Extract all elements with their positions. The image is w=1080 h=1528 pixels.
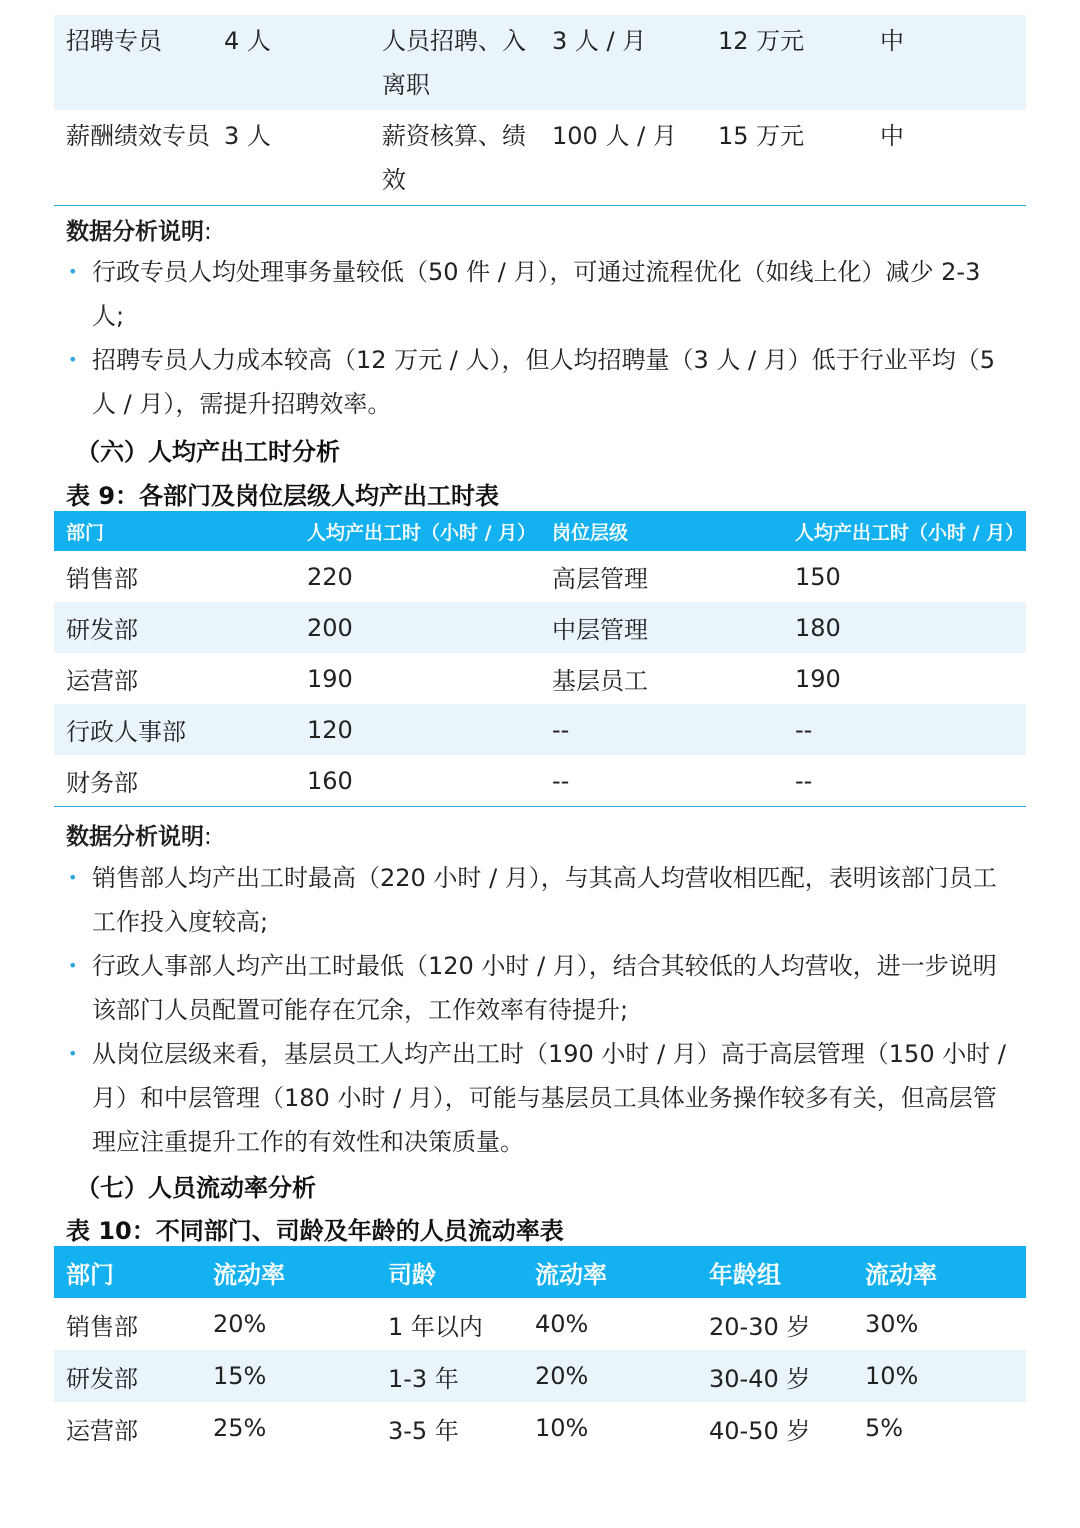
table-row <box>54 1298 1026 1350</box>
bullet-icon: • <box>68 1044 78 1063</box>
table-cell: 220 <box>307 562 353 591</box>
table-cell: 20-30 岁 <box>709 1312 811 1341</box>
table-cell: 120 <box>295 704 540 755</box>
table-cell: 15% <box>201 1350 376 1402</box>
table-cell: 10% <box>535 1414 589 1442</box>
table-row <box>54 755 1026 807</box>
table-cell: 4 人 <box>212 15 370 110</box>
table-cell: 研发部 <box>54 602 295 653</box>
note-title-text: 数据分析说明 <box>66 824 204 850</box>
table-cell: 200 <box>295 602 540 653</box>
note-title-text: 数据分析说明 <box>66 219 204 245</box>
table-cell: 1-3 年 <box>376 1350 523 1402</box>
table-cell: 3-5 年 <box>388 1416 459 1445</box>
section-heading: （六）人均产出工时分析 <box>76 438 340 466</box>
table-header: 流动率 <box>201 1246 376 1298</box>
section-heading: （七）人员流动率分析 <box>76 1174 316 1202</box>
table-cell: 40-50 岁 <box>709 1416 811 1445</box>
table-cell: 190 <box>795 664 841 693</box>
table-row <box>54 15 1026 110</box>
analysis-note-list <box>66 250 1016 426</box>
table-cell: 1 年以内 <box>388 1312 483 1341</box>
table-cell: -- <box>783 704 1026 755</box>
table-row <box>54 551 1026 602</box>
table-cell: 160 <box>295 755 540 807</box>
table-9 <box>54 511 1026 807</box>
table-cell: -- <box>540 704 783 755</box>
table-cell: 财务部 <box>54 755 295 807</box>
list-item <box>66 856 1016 944</box>
table-cell: 150 <box>795 562 841 591</box>
table-cell: 12 万元 <box>706 15 868 110</box>
table-cell: 20% <box>523 1350 697 1402</box>
table-row <box>54 110 1026 206</box>
table-cell: 25% <box>213 1414 267 1442</box>
table-header: 部门 <box>54 1246 201 1298</box>
table-header: 人均产出工时（小时 / 月） <box>295 511 540 551</box>
table-caption: 表 10：不同部门、司龄及年龄的人员流动率表 <box>66 1217 564 1245</box>
table-cell: 20% <box>213 1310 267 1338</box>
list-item-text: 销售部人均产出工时最高（220 小时 / 月），与其高人均营收相匹配，表明该部门员工工作投入度较高; <box>92 864 997 936</box>
table-cell: 40% <box>535 1310 589 1338</box>
table-cell: 研发部 <box>54 1350 201 1402</box>
table-cell: 3 人 / 月 <box>540 15 706 110</box>
list-item-text: 行政专员人均处理事务量较低（50 件 / 月），可通过流程优化（如线上化）减少 2-3 人; <box>92 258 981 330</box>
list-item <box>66 944 1016 1032</box>
table-cell: 运营部 <box>66 1416 138 1445</box>
list-item <box>66 250 1016 338</box>
table-header: 年龄组 <box>697 1246 853 1298</box>
table-cell: 5% <box>865 1414 904 1442</box>
analysis-note-list <box>66 856 1016 1164</box>
table-header: 流动率 <box>853 1246 1026 1298</box>
analysis-note-title <box>66 213 212 246</box>
table-cell: 15 万元 <box>706 110 868 206</box>
table-cell: 中层管理 <box>540 602 783 653</box>
table-cell: 10% <box>853 1350 1026 1402</box>
table-cell: -- <box>783 755 1026 807</box>
table-cell: 基层员工 <box>552 667 648 695</box>
table-cell: 行政人事部 <box>54 704 295 755</box>
table-cell: 人员招聘、入离职 <box>370 15 540 110</box>
table-header: 司龄 <box>376 1246 523 1298</box>
list-item-text: 招聘专员人力成本较高（12 万元 / 人），但人均招聘量（3 人 / 月）低于行业平均（5 人 / 月），需提升招聘效率。 <box>92 346 996 418</box>
table-cell: 30% <box>865 1310 919 1338</box>
table-cell: 薪酬绩效专员 <box>54 110 212 206</box>
table-row <box>54 1350 1026 1402</box>
table-cell: 190 <box>307 664 353 693</box>
table-header: 流动率 <box>523 1246 697 1298</box>
table-header: 岗位层级 <box>540 511 783 551</box>
table-cell: 中 <box>868 15 1026 110</box>
table-row <box>54 602 1026 653</box>
bullet-icon: • <box>68 956 78 975</box>
table-cell: 运营部 <box>66 667 138 695</box>
table-cell: 30-40 岁 <box>697 1350 853 1402</box>
table-header: 部门 <box>54 511 295 551</box>
list-item-text: 行政人事部人均产出工时最低（120 小时 / 月），结合其较低的人均营收，进一步说明该部门人员配置可能存在冗余，工作效率有待提升; <box>92 952 997 1024</box>
table-caption: 表 9：各部门及岗位层级人均产出工时表 <box>66 482 500 510</box>
table-cell: 销售部 <box>66 565 138 593</box>
table-cell: 中 <box>868 110 1026 206</box>
bullet-icon: • <box>68 350 78 369</box>
table-row <box>54 1402 1026 1454</box>
table-cell: 3 人 <box>212 110 370 206</box>
list-item-text: 从岗位层级来看，基层员工人均产出工时（190 小时 / 月）高于高层管理（150 小时 / 月）和中层管理（180 小时 / 月），可能与基层员工具体业务操作较多有关，但高层管理应注重提升工作的有效性和决策质量。 <box>92 1040 1006 1156</box>
table-10 <box>54 1246 1026 1454</box>
analysis-note-title <box>66 818 212 851</box>
table-cell: 100 人 / 月 <box>540 110 706 206</box>
bullet-icon: • <box>68 262 78 281</box>
table-header-row <box>54 511 1026 551</box>
bullet-icon: • <box>68 868 78 887</box>
list-item <box>66 338 1016 426</box>
list-item <box>66 1032 1016 1164</box>
table-cell: 高层管理 <box>552 565 648 593</box>
table-row <box>54 704 1026 755</box>
table-cell: -- <box>540 755 783 807</box>
table-cell: 销售部 <box>66 1312 138 1341</box>
table-cell: 薪资核算、绩效 <box>370 110 540 206</box>
table-cell: 180 <box>783 602 1026 653</box>
table-header-row <box>54 1246 1026 1298</box>
table-row <box>54 653 1026 704</box>
table-cell: 招聘专员 <box>54 15 212 110</box>
note-title-colon: : <box>204 824 212 850</box>
note-title-colon: : <box>204 219 212 245</box>
table-8-tail <box>54 15 1026 206</box>
table-header: 人均产出工时（小时 / 月） <box>783 511 1026 551</box>
